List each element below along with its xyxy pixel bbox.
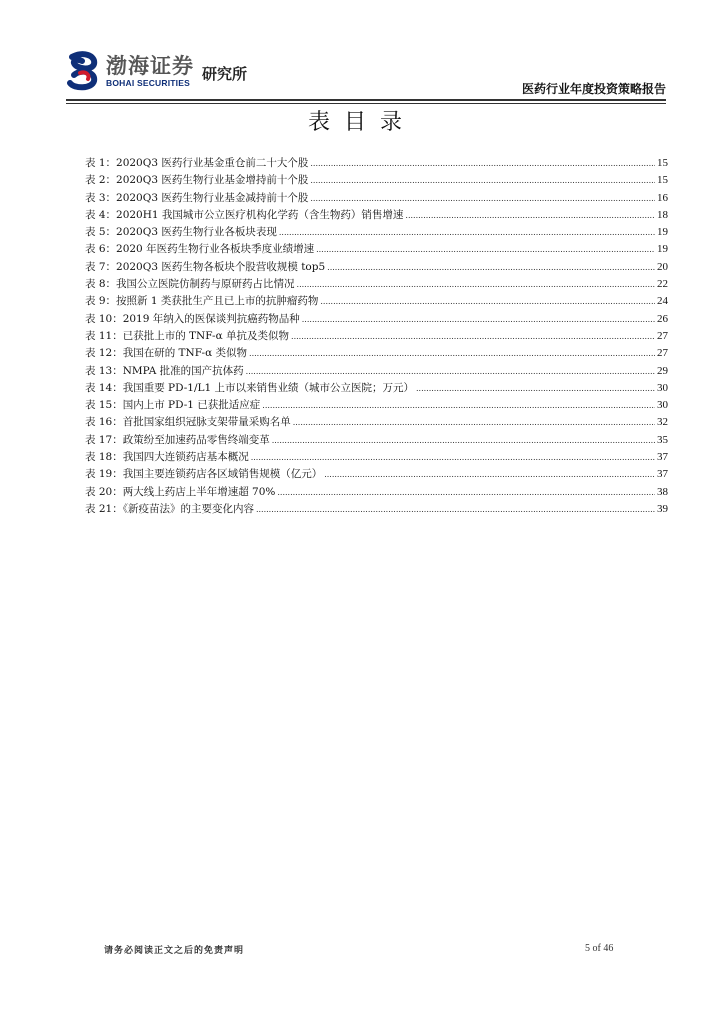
table-of-tables — [85, 155, 668, 518]
toc-leader-dots — [310, 155, 655, 172]
toc-leader-dots — [324, 466, 655, 483]
toc-entry[interactable] — [85, 484, 668, 501]
toc-entry-label: 表 4：2020H1 我国城市公立医疗机构化学药（含生物药）销售增速 — [85, 208, 404, 221]
logo-english-name: BOHAI SECURITIES — [106, 77, 190, 88]
toc-entry[interactable] — [85, 501, 668, 518]
toc-entry[interactable] — [85, 172, 668, 189]
toc-entry-label: 表 14：我国重要 PD-1/L1 上市以来销售业绩（城市公立医院；万元） — [85, 381, 414, 394]
footer-page-number: 5 of 46 — [585, 943, 614, 954]
toc-entry-label: 表 5：2020Q3 医药生物行业各板块表现 — [85, 226, 277, 239]
toc-entry-page: 37 — [657, 468, 668, 481]
toc-entry-page: 19 — [657, 226, 668, 239]
toc-entry[interactable] — [85, 345, 668, 362]
toc-leader-dots — [310, 172, 655, 189]
toc-entry[interactable] — [85, 432, 668, 449]
toc-entry-label: 表 20：两大线上药店上半年增速超 70% — [85, 485, 276, 498]
toc-entry[interactable] — [85, 276, 668, 293]
toc-entry-page: 30 — [657, 399, 668, 412]
toc-leader-dots — [297, 276, 655, 293]
toc-entry[interactable] — [85, 207, 668, 224]
toc-entry-label: 表 6：2020 年医药生物行业各板块季度业绩增速 — [85, 243, 315, 256]
toc-entry-page: 27 — [657, 329, 668, 342]
toc-entry-page: 35 — [657, 433, 668, 446]
logo-chinese-name: 渤海证券 — [106, 53, 194, 78]
toc-entry[interactable] — [85, 259, 668, 276]
toc-entry[interactable] — [85, 311, 668, 328]
toc-entry-page: 20 — [657, 260, 668, 273]
toc-entry[interactable] — [85, 466, 668, 483]
toc-entry-label: 表 16：首批国家组织冠脉支架带量采购名单 — [85, 416, 291, 429]
bohai-logo — [66, 48, 247, 94]
toc-entry[interactable] — [85, 380, 668, 397]
toc-entry-page: 16 — [657, 191, 668, 204]
toc-entry[interactable] — [85, 449, 668, 466]
toc-entry-label: 表 9：按照新 1 类获批生产且已上市的抗肿瘤药物 — [85, 295, 319, 308]
toc-leader-dots — [256, 501, 655, 518]
toc-entry[interactable] — [85, 328, 668, 345]
footer-disclaimer: 请务必阅读正文之后的免责声明 — [104, 946, 245, 956]
toc-entry[interactable] — [85, 190, 668, 207]
toc-entry-page: 19 — [657, 243, 668, 256]
institute-name: 研究所 — [202, 64, 248, 83]
toc-leader-dots — [416, 380, 655, 397]
toc-entry-label: 表 18：我国四大连锁药店基本概况 — [85, 451, 249, 464]
toc-entry-label: 表 1：2020Q3 医药行业基金重仓前二十大个股 — [85, 157, 309, 169]
toc-entry-label: 表 15：国内上市 PD-1 已获批适应症 — [85, 399, 261, 412]
toc-leader-dots — [293, 414, 655, 431]
toc-entry[interactable] — [85, 397, 668, 414]
toc-entry[interactable] — [85, 155, 668, 172]
page-title: 表目录 — [307, 110, 416, 135]
toc-leader-dots — [246, 363, 655, 380]
toc-entry-page: 22 — [657, 278, 668, 291]
toc-leader-dots — [405, 207, 655, 224]
toc-leader-dots — [310, 190, 655, 207]
toc-entry-page: 37 — [657, 451, 668, 464]
toc-leader-dots — [272, 432, 655, 449]
toc-entry-page: 15 — [657, 157, 668, 169]
toc-entry-page: 32 — [657, 416, 668, 429]
toc-entry-label: 表 2：2020Q3 医药生物行业基金增持前十个股 — [85, 174, 309, 187]
toc-entry-label: 表 3：2020Q3 医药生物行业基金减持前十个股 — [85, 191, 309, 204]
toc-entry[interactable] — [85, 414, 668, 431]
toc-entry-label: 表 10：2019 年纳入的医保谈判抗癌药物品种 — [85, 312, 300, 325]
toc-entry-page: 15 — [657, 174, 668, 187]
toc-entry-page: 18 — [657, 208, 668, 221]
report-title: 医药行业年度投资策略报告 — [521, 82, 666, 96]
header-rule-thin — [66, 103, 666, 104]
toc-entry-page: 38 — [657, 485, 668, 498]
toc-entry-label: 表 21：《新疫苗法》的主要变化内容 — [85, 502, 254, 515]
toc-leader-dots — [262, 397, 655, 414]
toc-entry-label: 表 11：已获批上市的 TNF-α 单抗及类似物 — [85, 329, 290, 342]
toc-entry-label: 表 17：政策纷至加速药品零售终端变革 — [85, 433, 270, 446]
toc-entry-page: 26 — [657, 312, 668, 325]
toc-entry-label: 表 13：NMPA 批准的国产抗体药 — [85, 364, 244, 377]
toc-leader-dots — [291, 328, 655, 345]
toc-entry-label: 表 12：我国在研的 TNF-α 类似物 — [85, 347, 248, 360]
header-rule — [66, 99, 666, 101]
toc-entry-page: 30 — [657, 381, 668, 394]
toc-entry-label: 表 19：我国主要连锁药店各区域销售规模（亿元） — [85, 468, 323, 481]
toc-entry-page: 24 — [657, 295, 668, 308]
toc-entry-label: 表 8：我国公立医院仿制药与原研药占比情况 — [85, 278, 295, 291]
toc-entry-page: 27 — [657, 347, 668, 360]
toc-entry-page: 39 — [657, 502, 668, 515]
toc-leader-dots — [327, 259, 655, 276]
toc-leader-dots — [277, 484, 655, 501]
toc-leader-dots — [251, 449, 655, 466]
toc-entry[interactable] — [85, 224, 668, 241]
toc-entry-label: 表 7：2020Q3 医药生物各板块个股营收规模 top5 — [85, 260, 326, 273]
toc-leader-dots — [316, 241, 655, 258]
toc-entry[interactable] — [85, 363, 668, 380]
toc-leader-dots — [320, 293, 655, 310]
page-header — [66, 48, 666, 104]
toc-entry[interactable] — [85, 241, 668, 258]
logo-mark-icon — [66, 51, 100, 91]
toc-leader-dots — [249, 345, 655, 362]
toc-leader-dots — [279, 224, 655, 241]
toc-entry-page: 29 — [657, 364, 668, 377]
toc-leader-dots — [302, 311, 655, 328]
toc-entry[interactable] — [85, 293, 668, 310]
